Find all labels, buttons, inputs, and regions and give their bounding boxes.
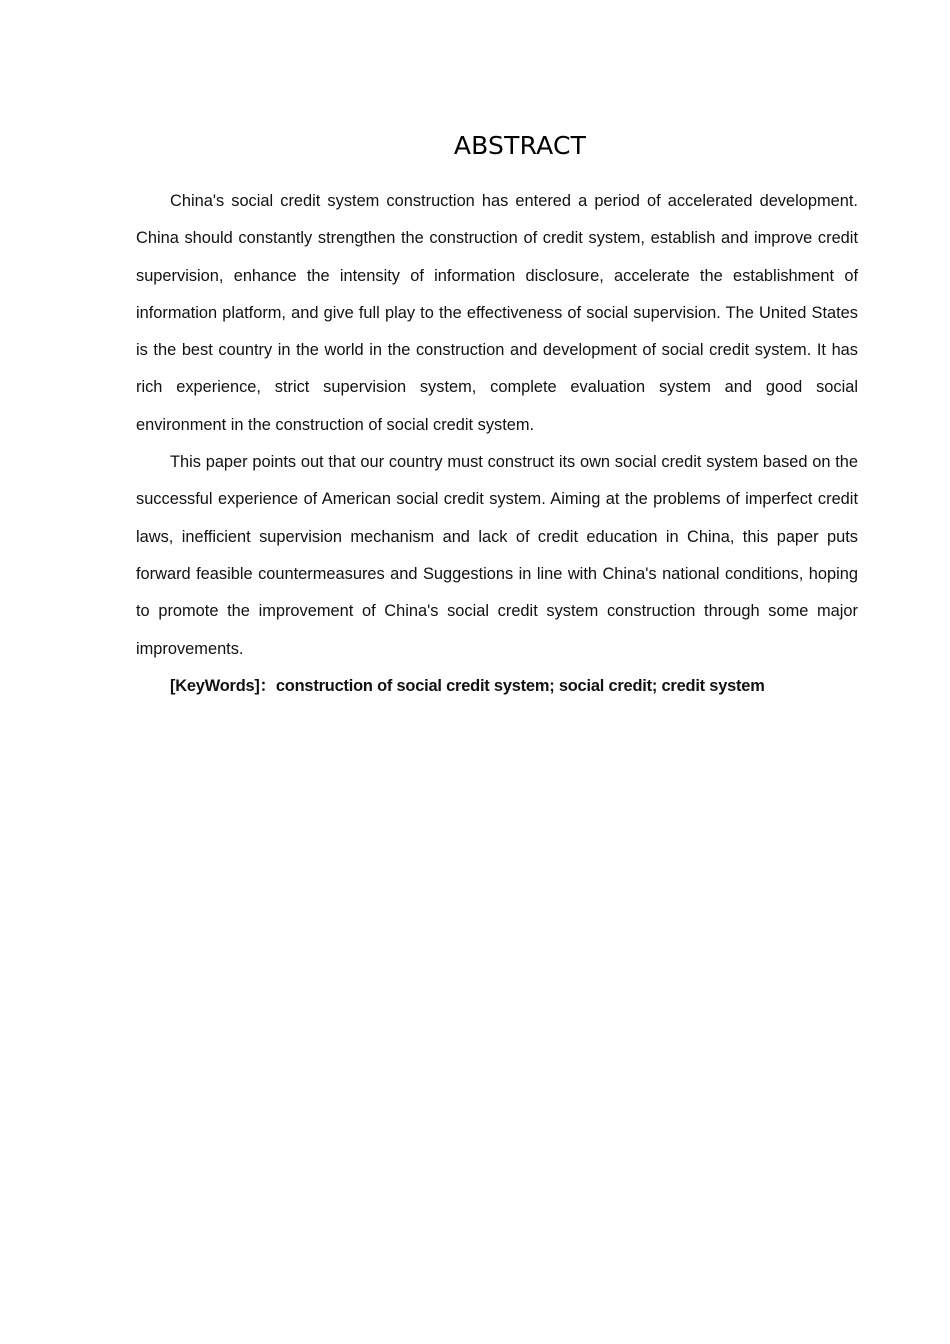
abstract-paragraph-1: China's social credit system construction has entered a period of accelerated development. China should constantly strengthen the construction of credit system, establish and improve credit supervision, enhance the intensity of information disclosure, accelerate the establishment of information platform, and give full play to the effectiveness of social supervision. The United States is the best country in the world in the construction and development of social credit system. It has rich experience, strict supervision system, complete evaluation system and good social environment in the construction of social credit system. <box>136 192 858 434</box>
abstract-paragraph-2: This paper points out that our country must construct its own social credit system based on the successful experience of American social credit system. Aiming at the problems of imperfect credit laws, inefficient supervision mechanism and lack of credit education in China, this paper puts forward feasible countermeasures and Suggestions in line with China's national conditions, hoping to promote the improvement of China's social credit system construction through some major improvements. <box>136 453 858 658</box>
page-title: ABSTRACT <box>453 131 587 160</box>
keywords-text: construction of social credit system; social credit; credit system <box>275 676 765 695</box>
keywords-line <box>136 668 858 705</box>
keywords-label: [KeyWords]： <box>170 676 276 695</box>
abstract-body <box>136 183 858 705</box>
